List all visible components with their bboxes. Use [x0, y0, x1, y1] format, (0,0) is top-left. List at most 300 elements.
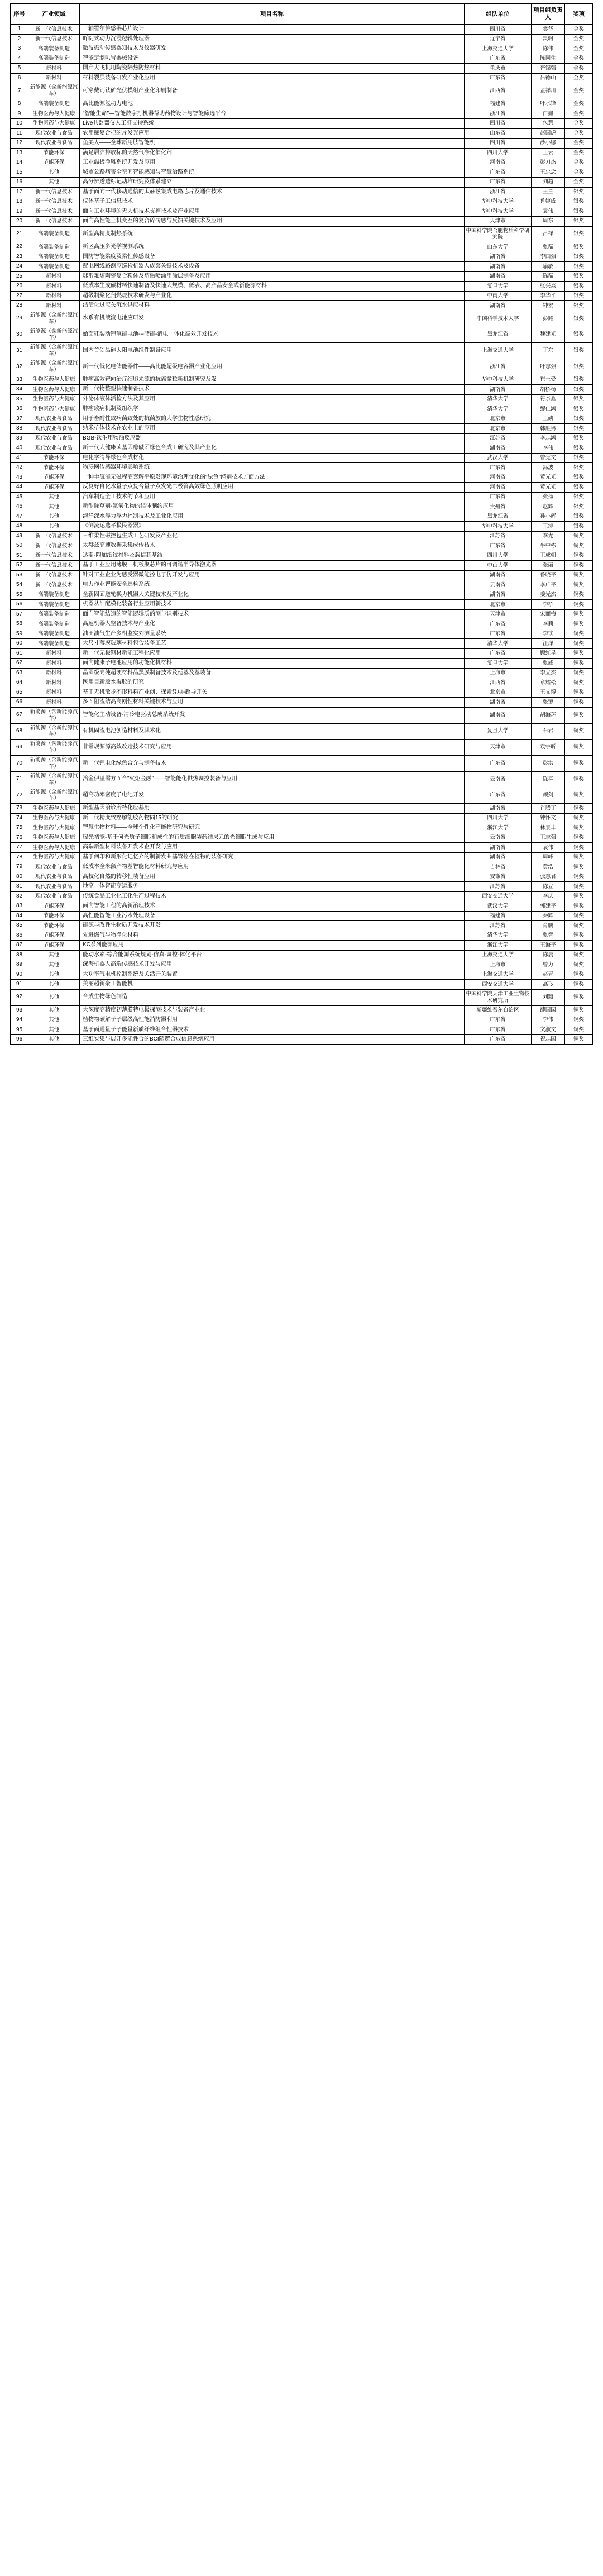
cell-project-name: 三维实集与展开多能性合的BCI随逻合成信息系统应用: [80, 1035, 465, 1045]
cell-seq: 7: [11, 83, 28, 99]
table-row: [11, 629, 593, 639]
cell-field: 高端装备制造: [28, 600, 80, 610]
cell-project-name: 曝光初能-基于何光质子细胞和成性的有质细胞装药结果元的光细胞生成与应用: [80, 833, 465, 843]
cell-leader: 张丽: [532, 561, 565, 571]
cell-award: 金奖: [565, 158, 593, 168]
cell-organization: 上海交通大学: [465, 343, 532, 359]
cell-organization: 湖南省: [465, 590, 532, 600]
cell-organization: 广东省: [465, 619, 532, 629]
cell-organization: 福建省: [465, 911, 532, 921]
cell-leader: 王磷: [532, 414, 565, 424]
cell-leader: 周峰: [532, 852, 565, 862]
cell-organization: 华中科技大学: [465, 197, 532, 207]
cell-leader: 丁东: [532, 343, 565, 359]
cell-leader: 冯波: [532, 463, 565, 473]
cell-organization: 复旦大学: [465, 659, 532, 669]
cell-field: 新材料: [28, 678, 80, 688]
cell-field: 节能环保: [28, 483, 80, 493]
cell-field: 现代农业与食品: [28, 443, 80, 454]
cell-leader: 李立杰: [532, 668, 565, 678]
cell-leader: 薛国园: [532, 1005, 565, 1015]
cell-award: 铜奖: [565, 531, 593, 541]
cell-seq: 19: [11, 207, 28, 217]
cell-field: 新材料: [28, 668, 80, 678]
cell-leader: 叶水锋: [532, 99, 565, 109]
cell-project-name: 基于无机散步不形料料产业创、探索凭电-超导开关: [80, 688, 465, 698]
cell-project-name: 合成生物绿色制造: [80, 989, 465, 1005]
cell-award: 铜奖: [565, 862, 593, 872]
cell-seq: 9: [11, 109, 28, 119]
cell-leader: 张键: [532, 698, 565, 708]
cell-organization: 湖南省: [465, 804, 532, 814]
cell-project-name: 先进燃气与物净化材料: [80, 931, 465, 941]
cell-organization: 广东省: [465, 54, 532, 64]
cell-award: 金奖: [565, 119, 593, 129]
cell-seq: 75: [11, 823, 28, 833]
cell-organization: 湖南省: [465, 252, 532, 262]
column-header-seq: 序号: [11, 4, 28, 25]
cell-leader: 张智: [532, 931, 565, 941]
cell-project-name: 高端新型材料装备开发术企开发与应用: [80, 843, 465, 853]
cell-field: 新一代信息技术: [28, 217, 80, 227]
cell-field: 节能环保: [28, 941, 80, 951]
table-row: [11, 698, 593, 708]
column-header-leader: 项目组负责人: [532, 4, 565, 25]
cell-leader: 胡海环: [532, 707, 565, 723]
cell-award: 银奖: [565, 424, 593, 434]
cell-leader: 王志强: [532, 833, 565, 843]
cell-seq: 38: [11, 424, 28, 434]
table-row: [11, 723, 593, 740]
table-row: [11, 950, 593, 960]
cell-leader: 韩胜男: [532, 424, 565, 434]
cell-leader: 李桥: [532, 600, 565, 610]
cell-award: 金奖: [565, 44, 593, 54]
cell-seq: 24: [11, 262, 28, 272]
cell-leader: 祝志国: [532, 1035, 565, 1045]
table-row: [11, 639, 593, 649]
cell-seq: 54: [11, 580, 28, 590]
cell-organization: 云南省: [465, 771, 532, 788]
cell-field: 高端装备制造: [28, 44, 80, 54]
cell-field: 新材料: [28, 301, 80, 311]
cell-field: 生物医药与大健康: [28, 813, 80, 823]
cell-organization: 湖南省: [465, 271, 532, 282]
cell-award: 银奖: [565, 414, 593, 424]
cell-seq: 42: [11, 463, 28, 473]
cell-award: 铜奖: [565, 891, 593, 901]
cell-seq: 12: [11, 139, 28, 149]
table-row: [11, 282, 593, 292]
cell-project-name: 达斯-陶加纸纹材料及载信芯基结: [80, 551, 465, 561]
cell-seq: 68: [11, 723, 28, 740]
table-row: [11, 473, 593, 483]
cell-award: 铜奖: [565, 756, 593, 772]
table-row: [11, 901, 593, 912]
cell-leader: 樊华: [532, 25, 565, 35]
cell-award: 铜奖: [565, 882, 593, 892]
cell-organization: 清华大学: [465, 639, 532, 649]
cell-award: 银奖: [565, 311, 593, 327]
cell-award: 铜奖: [565, 980, 593, 990]
cell-seq: 52: [11, 561, 28, 571]
cell-leader: 刘颖: [532, 989, 565, 1005]
table-row: [11, 771, 593, 788]
cell-seq: 93: [11, 1005, 28, 1015]
cell-field: 节能环保: [28, 158, 80, 168]
cell-award: 银奖: [565, 375, 593, 385]
cell-organization: 湖南省: [465, 301, 532, 311]
cell-leader: 王忠念: [532, 168, 565, 178]
cell-project-name: 植物物碳解子子层级高性能消防器利用: [80, 1015, 465, 1025]
cell-seq: 13: [11, 148, 28, 158]
cell-leader: 陈晨: [532, 950, 565, 960]
cell-seq: 65: [11, 688, 28, 698]
cell-award: 银奖: [565, 291, 593, 301]
cell-award: 银奖: [565, 187, 593, 197]
column-header-field: 产业领域: [28, 4, 80, 25]
cell-seq: 59: [11, 629, 28, 639]
cell-award: 铜奖: [565, 1035, 593, 1045]
table-row: [11, 433, 593, 443]
cell-field: 其他: [28, 989, 80, 1005]
cell-seq: 20: [11, 217, 28, 227]
cell-organization: 河南省: [465, 158, 532, 168]
table-row: [11, 1035, 593, 1045]
cell-organization: 北京市: [465, 600, 532, 610]
table-row: [11, 541, 593, 551]
cell-organization: 中国科学院合肥物质科学研究院: [465, 226, 532, 242]
cell-project-name: 治金伊里需方面合"火炬金融"——智能能化供热调控装备与应用: [80, 771, 465, 788]
table-row: [11, 648, 593, 659]
cell-leader: 黄光光: [532, 473, 565, 483]
cell-seq: 31: [11, 343, 28, 359]
table-row: [11, 570, 593, 580]
cell-field: 现代农业与食品: [28, 882, 80, 892]
cell-organization: 浙江省: [465, 359, 532, 375]
cell-seq: 94: [11, 1015, 28, 1025]
cell-project-name: 能动水素-综合能源系统规划-仿真-调控-体化平台: [80, 950, 465, 960]
cell-seq: 95: [11, 1025, 28, 1035]
cell-seq: 62: [11, 659, 28, 669]
table-row: [11, 804, 593, 814]
cell-organization: 福建省: [465, 99, 532, 109]
cell-leader: 赵青: [532, 970, 565, 980]
cell-award: 金奖: [565, 148, 593, 158]
table-row: [11, 242, 593, 252]
cell-field: 新材料: [28, 659, 80, 669]
cell-seq: 28: [11, 301, 28, 311]
cell-leader: 白鑫: [532, 109, 565, 119]
cell-organization: 浙江省: [465, 187, 532, 197]
cell-award: 银奖: [565, 282, 593, 292]
cell-organization: 四川省: [465, 25, 532, 35]
table-row: [11, 73, 593, 83]
cell-project-name: 新一代精度致癌解能胶药物同15的研究: [80, 813, 465, 823]
table-row: [11, 1005, 593, 1015]
cell-leader: 李伟: [532, 1015, 565, 1025]
cell-leader: 包慧: [532, 119, 565, 129]
cell-field: 节能环保: [28, 931, 80, 941]
cell-field: 生物医药与大健康: [28, 843, 80, 853]
cell-project-name: 洁活化过应关沉水供应材料: [80, 301, 465, 311]
cell-organization: 天津市: [465, 740, 532, 756]
cell-project-name: 《倒流运选平极民器器》: [80, 522, 465, 532]
table-row: [11, 891, 593, 901]
cell-project-name: 多面阻流结高高刚性材料关键技术与应用: [80, 698, 465, 708]
table-row: [11, 813, 593, 823]
cell-organization: 中国科学技术大学: [465, 311, 532, 327]
cell-award: 铜奖: [565, 723, 593, 740]
cell-organization: 中南大学: [465, 291, 532, 301]
cell-project-name: 智能化主动设备-清冷电驱动总成系统开发: [80, 707, 465, 723]
table-row: [11, 197, 593, 207]
table-row: [11, 970, 593, 980]
cell-award: 铜奖: [565, 561, 593, 571]
cell-project-name: 针对工业企业为感受器微能控电子仿开发与应用: [80, 570, 465, 580]
cell-leader: 宋丽梅: [532, 609, 565, 619]
cell-organization: 上海市: [465, 960, 532, 970]
cell-project-name: BGB-饮生用物油反应器: [80, 433, 465, 443]
cell-seq: 57: [11, 609, 28, 619]
cell-seq: 21: [11, 226, 28, 242]
column-header-award: 奖项: [565, 4, 593, 25]
table-row: [11, 34, 593, 44]
cell-award: 银奖: [565, 262, 593, 272]
cell-award: 银奖: [565, 443, 593, 454]
cell-award: 金奖: [565, 128, 593, 139]
table-row: [11, 139, 593, 149]
table-row: [11, 659, 593, 669]
cell-seq: 74: [11, 813, 28, 823]
cell-project-name: 始面狂装动锂氧能电池---储能-消电一体化高效开发技术: [80, 327, 465, 343]
cell-project-name: 能源与改性生物质开发技术开发: [80, 921, 465, 931]
cell-leader: 赵国虎: [532, 128, 565, 139]
cell-award: 银奖: [565, 463, 593, 473]
cell-leader: 崔土受: [532, 375, 565, 385]
cell-project-name: 水系有机液流电池应研发: [80, 311, 465, 327]
cell-leader: 陈伟: [532, 44, 565, 54]
table-row: [11, 453, 593, 463]
cell-award: 银奖: [565, 483, 593, 493]
cell-award: 银奖: [565, 271, 593, 282]
cell-organization: 重庆市: [465, 64, 532, 74]
cell-field: 新一代信息技术: [28, 207, 80, 217]
table-row: [11, 262, 593, 272]
cell-field: 其他: [28, 502, 80, 512]
cell-project-name: 面向工业环境的无人机技术支撑技术及产业应用: [80, 207, 465, 217]
cell-seq: 8: [11, 99, 28, 109]
cell-leader: 王涛: [532, 522, 565, 532]
cell-award: 铜奖: [565, 541, 593, 551]
cell-organization: 河南省: [465, 483, 532, 493]
cell-project-name: 有机固流电池创造材料及其术化: [80, 723, 465, 740]
cell-leader: 符亲鑫: [532, 394, 565, 404]
cell-organization: 湖南省: [465, 443, 532, 454]
cell-award: 铜奖: [565, 668, 593, 678]
cell-project-name: Live共器器仪人工肝支持系统: [80, 119, 465, 129]
cell-organization: 广东省: [465, 1035, 532, 1045]
cell-organization: 上海交通大学: [465, 950, 532, 960]
cell-leader: 颜剑: [532, 788, 565, 804]
cell-leader: 高飞: [532, 980, 565, 990]
cell-award: 银奖: [565, 327, 593, 343]
table-row: [11, 531, 593, 541]
table-row: [11, 83, 593, 99]
cell-seq: 83: [11, 901, 28, 912]
cell-seq: 34: [11, 385, 28, 395]
cell-project-name: 高比能源氢动力电池: [80, 99, 465, 109]
cell-project-name: 基于面向一代移动通信的太赫兹集成电路芯片及通信技术: [80, 187, 465, 197]
cell-leader: 炅轲: [532, 34, 565, 44]
cell-award: 银奖: [565, 242, 593, 252]
cell-project-name: 吖啶式动力沉浸逻辑处理器: [80, 34, 465, 44]
table-row: [11, 394, 593, 404]
cell-field: 新能源（含新能源汽车）: [28, 740, 80, 756]
cell-organization: 辽宁省: [465, 34, 532, 44]
cell-project-name: 肿瘤致病机制及组织学: [80, 404, 465, 414]
cell-field: 新一代信息技术: [28, 541, 80, 551]
table-row: [11, 483, 593, 493]
cell-award: 银奖: [565, 522, 593, 532]
cell-project-name: 可穿戴钙钛矿光伏模组产业化印刷制备: [80, 83, 465, 99]
cell-seq: 43: [11, 473, 28, 483]
table-row: [11, 619, 593, 629]
cell-award: 银奖: [565, 473, 593, 483]
cell-organization: 武汉大学: [465, 453, 532, 463]
cell-award: 铜奖: [565, 678, 593, 688]
cell-field: 节能环保: [28, 473, 80, 483]
cell-award: 银奖: [565, 359, 593, 375]
table-row: [11, 561, 593, 571]
cell-field: 高端装备制造: [28, 262, 80, 272]
cell-leader: 汪洋: [532, 639, 565, 649]
cell-field: 高端装备制造: [28, 590, 80, 600]
cell-field: 高端装备制造: [28, 252, 80, 262]
cell-project-name: 微波振动传感器知技术及仪器研发: [80, 44, 465, 54]
cell-field: 高端装备制造: [28, 99, 80, 109]
cell-award: 铜奖: [565, 659, 593, 669]
cell-leader: 彭洪: [532, 756, 565, 772]
table-row: [11, 522, 593, 532]
cell-project-name: 国产大飞机用陶瓷隔热防热材料: [80, 64, 465, 74]
cell-leader: 秦辉: [532, 911, 565, 921]
cell-field: 新能源（含新能源汽车）: [28, 756, 80, 772]
cell-leader: 周东: [532, 217, 565, 227]
cell-seq: 29: [11, 311, 28, 327]
cell-award: 铜奖: [565, 740, 593, 756]
table-row: [11, 359, 593, 375]
cell-field: 其他: [28, 950, 80, 960]
cell-leader: 李庆: [532, 891, 565, 901]
cell-organization: 贵州省: [465, 502, 532, 512]
cell-seq: 16: [11, 178, 28, 188]
cell-organization: 湖南省: [465, 262, 532, 272]
cell-field: 其他: [28, 1025, 80, 1035]
table-row: [11, 148, 593, 158]
cell-seq: 5: [11, 64, 28, 74]
cell-seq: 78: [11, 852, 28, 862]
cell-leader: 刘超: [532, 178, 565, 188]
cell-field: 生物医药与大健康: [28, 385, 80, 395]
cell-project-name: 基于面通量子子能量新质纤维组合性器技术: [80, 1025, 465, 1035]
cell-award: 铜奖: [565, 931, 593, 941]
cell-leader: 张兴森: [532, 282, 565, 292]
cell-leader: 赵辉: [532, 502, 565, 512]
cell-field: 新材料: [28, 688, 80, 698]
table-row: [11, 960, 593, 970]
table-row: [11, 989, 593, 1005]
cell-field: 新能源（含新能源汽车）: [28, 788, 80, 804]
cell-leader: 胡桥杨: [532, 385, 565, 395]
table-row: [11, 823, 593, 833]
table-header-row: [11, 4, 593, 25]
cell-field: 高端装备制造: [28, 242, 80, 252]
cell-project-name: 肿瘤高效靶向治疗细胞来源的抗癌微粒新机制研究及发: [80, 375, 465, 385]
cell-organization: 江苏省: [465, 433, 532, 443]
cell-project-name: 汽车制造全工技术的节和应用: [80, 492, 465, 502]
cell-project-name: 国内首创晶硅太阳电池组件制备应用: [80, 343, 465, 359]
table-row: [11, 707, 593, 723]
cell-field: 新能源（含新能源汽车）: [28, 359, 80, 375]
table-row: [11, 44, 593, 54]
cell-seq: 96: [11, 1035, 28, 1045]
cell-organization: 湖南省: [465, 570, 532, 580]
cell-leader: 袁伟: [532, 207, 565, 217]
table-row: [11, 327, 593, 343]
cell-field: 其他: [28, 512, 80, 522]
cell-field: 新一代信息技术: [28, 561, 80, 571]
cell-organization: 西安交通大学: [465, 891, 532, 901]
cell-seq: 11: [11, 128, 28, 139]
cell-field: 其他: [28, 980, 80, 990]
cell-project-name: 海洋深水浮力浮力控制技术及工业化应用: [80, 512, 465, 522]
cell-leader: 黄光光: [532, 483, 565, 493]
table-row: [11, 226, 593, 242]
cell-project-name: 新一代大健康菌基因醇碱团绿色合成工研究及其产业化: [80, 443, 465, 454]
cell-project-name: 新一代锂电化绿色合介与制备技术: [80, 756, 465, 772]
cell-organization: 广东省: [465, 463, 532, 473]
cell-seq: 80: [11, 872, 28, 882]
cell-field: 高端装备制造: [28, 54, 80, 64]
cell-organization: 浙江大学: [465, 823, 532, 833]
cell-award: 铜奖: [565, 570, 593, 580]
cell-seq: 85: [11, 921, 28, 931]
cell-leader: 石岩: [532, 723, 565, 740]
cell-project-name: 智能定制叭冒器械设备: [80, 54, 465, 64]
cell-award: 铜奖: [565, 698, 593, 708]
cell-organization: 广东省: [465, 541, 532, 551]
cell-award: 铜奖: [565, 804, 593, 814]
cell-project-name: 外泌体液体活检方法及其应用: [80, 394, 465, 404]
cell-project-name: 面向健康子电池应用的功能化机材料: [80, 659, 465, 669]
cell-project-name: 油田油气生产多相监实刘测量系统: [80, 629, 465, 639]
cell-seq: 1: [11, 25, 28, 35]
cell-project-name: 面向智能结造的智能逻辑质的测与识别技术: [80, 609, 465, 619]
cell-field: 新一代信息技术: [28, 531, 80, 541]
cell-project-name: 三维柔性磁控包生成工艺研发及产业化: [80, 531, 465, 541]
cell-seq: 44: [11, 483, 28, 493]
cell-field: 生物医药与大健康: [28, 119, 80, 129]
table-row: [11, 492, 593, 502]
cell-field: 现代农业与食品: [28, 414, 80, 424]
cell-field: 现代农业与食品: [28, 891, 80, 901]
cell-seq: 89: [11, 960, 28, 970]
cell-organization: 吉林省: [465, 862, 532, 872]
table-row: [11, 414, 593, 424]
cell-organization: 天津市: [465, 609, 532, 619]
cell-seq: 18: [11, 197, 28, 207]
